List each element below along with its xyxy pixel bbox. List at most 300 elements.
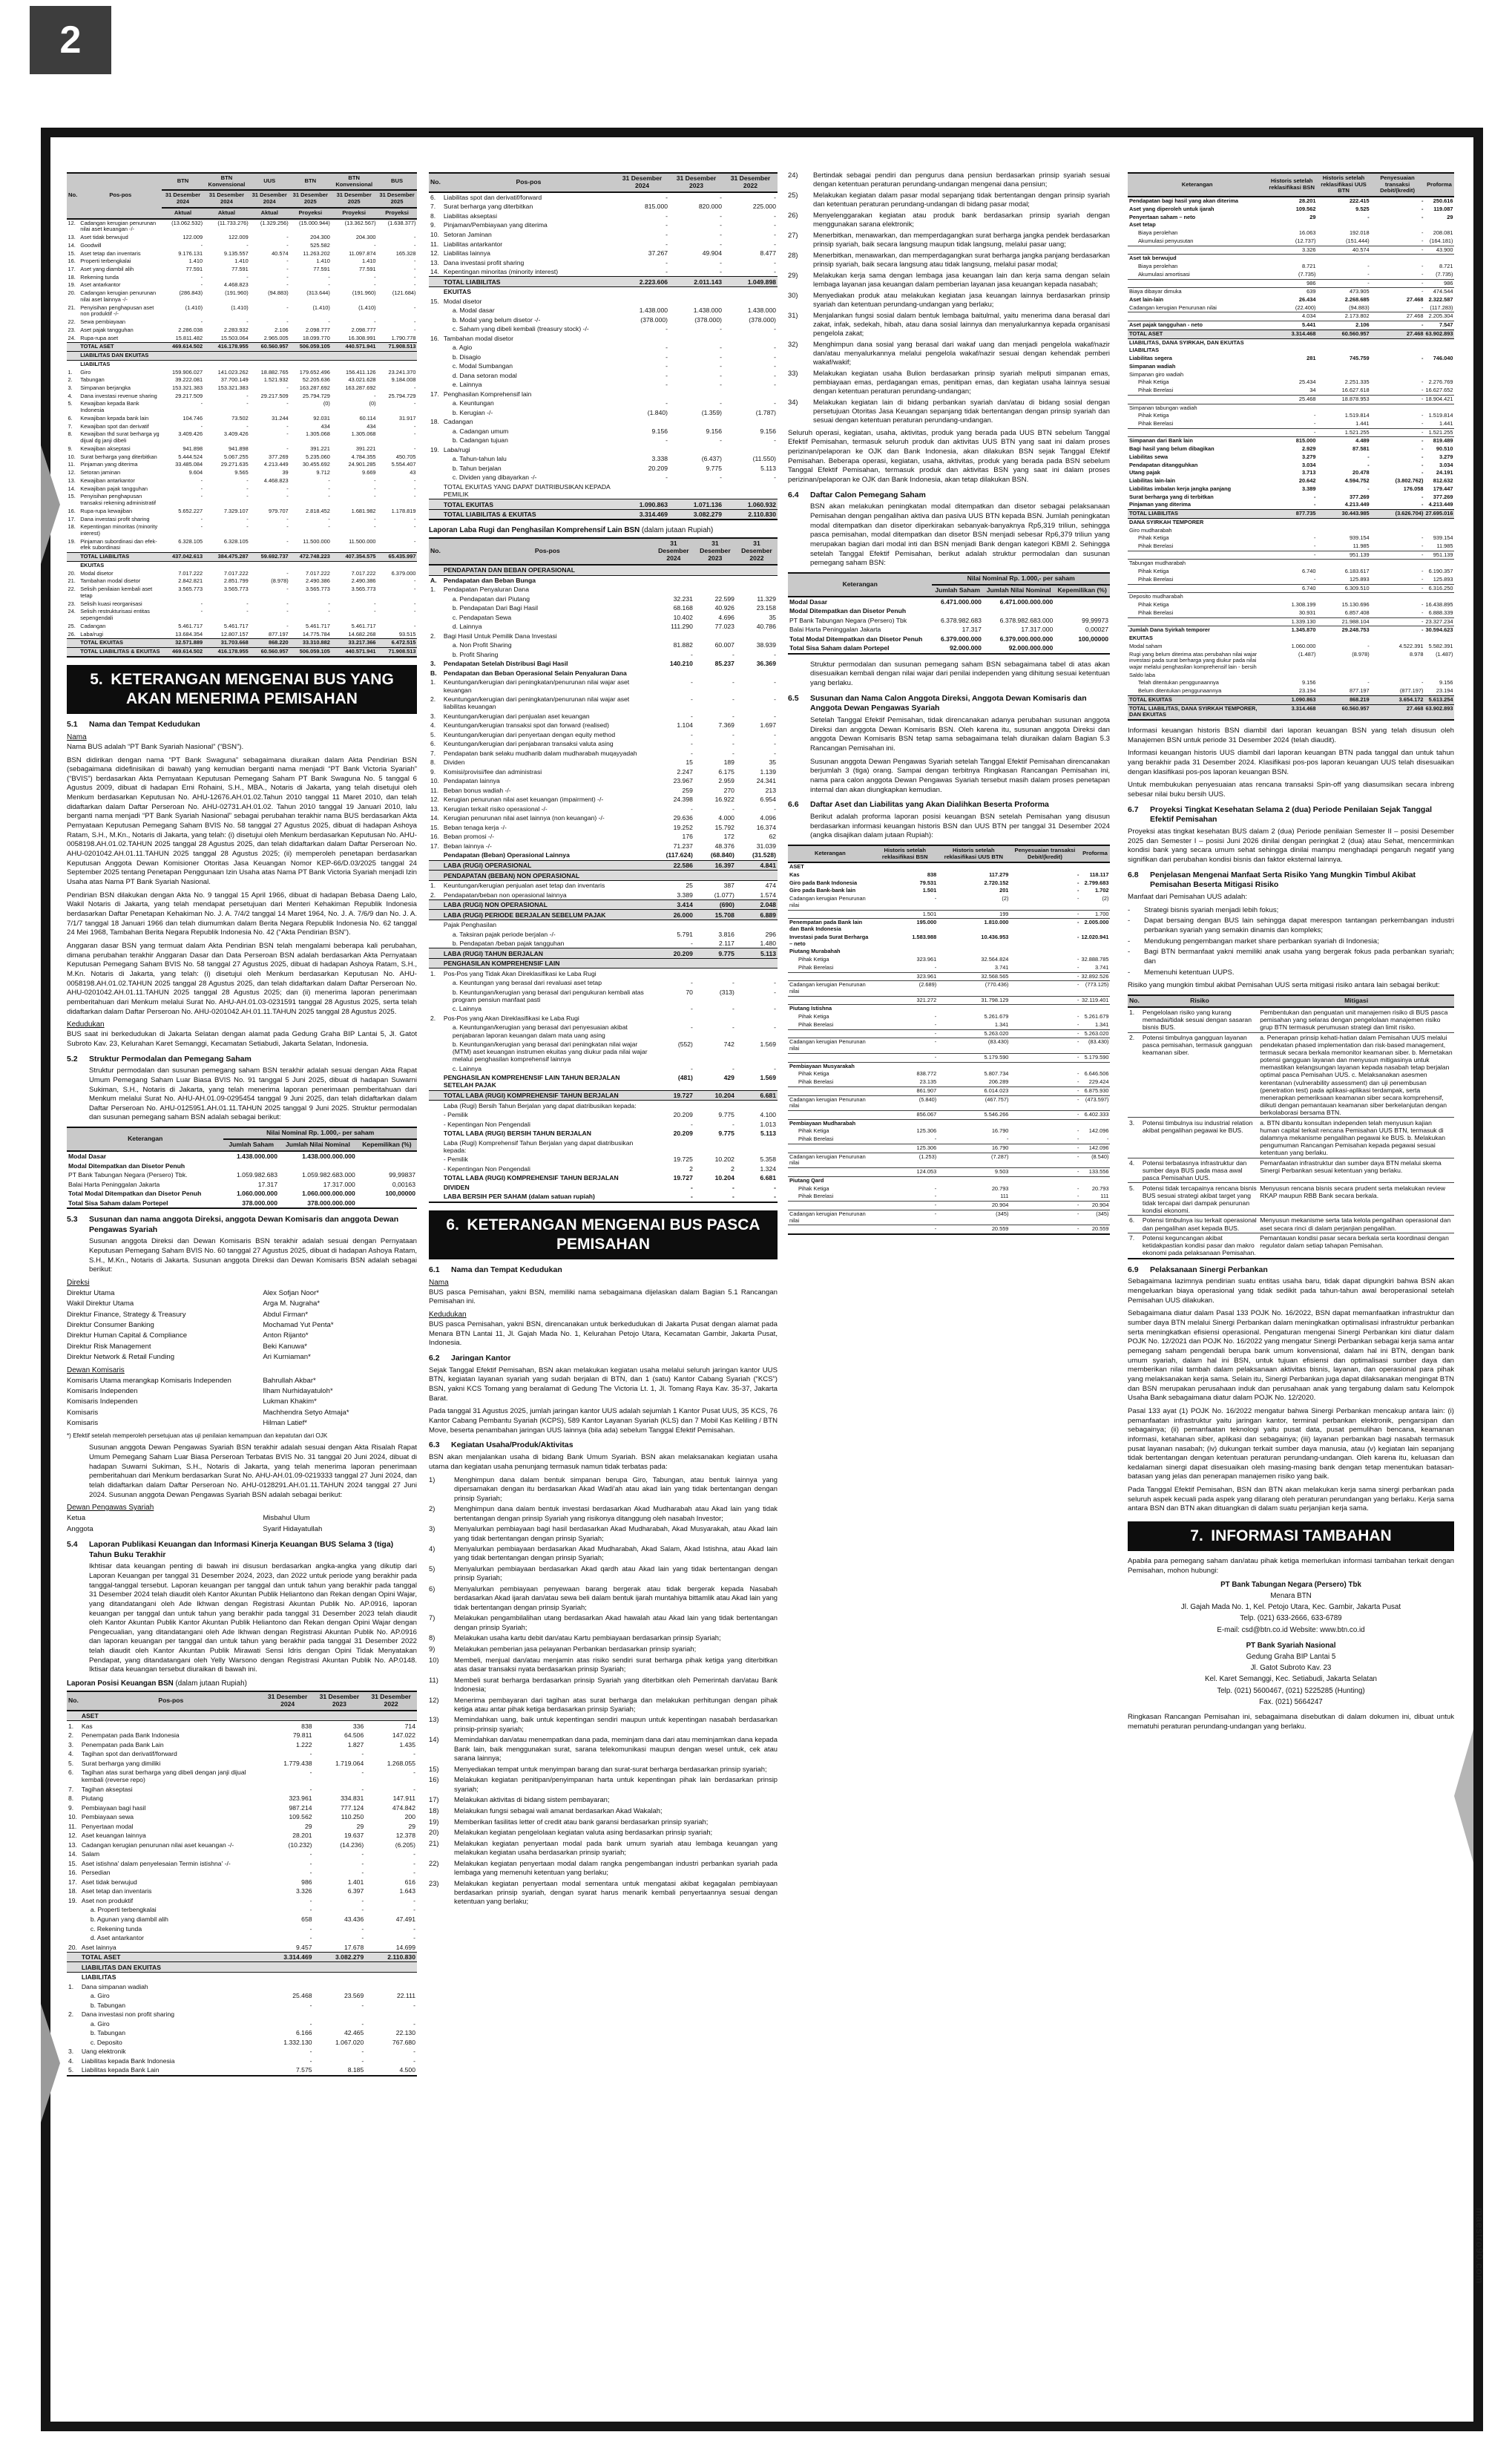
table-row <box>429 1155 778 1164</box>
cell-label <box>788 1144 872 1153</box>
cell-value: 6.309.510 <box>1317 584 1370 593</box>
cell-value: 60.007 <box>714 641 734 649</box>
cell-value: - <box>774 650 776 658</box>
item-text: Memindahkan dan/atau menempatkan dana pada, meminjam dana dari atau meminjamkan dana kepada Bank lain, baik menggunakan surat, sarana telekomunikasi maupun dengan wesel untuk, cek atau sarana lainnya; <box>454 1735 778 1762</box>
table-row <box>429 445 778 455</box>
table-row <box>67 376 417 384</box>
benefit-item <box>1128 937 1454 947</box>
cell-value: 6.379.000.000 <box>940 635 982 643</box>
cell-label: Tabungan mudharabah <box>1129 560 1186 567</box>
cell-no: 10. <box>430 777 439 785</box>
list-item <box>67 1386 417 1397</box>
cell-value <box>1424 255 1454 263</box>
cell-value: (378.000) <box>749 315 776 324</box>
cell-value: 391.221 <box>310 445 330 452</box>
cell-label: Properti terbengkalai <box>80 258 131 265</box>
cell-value <box>736 1014 778 1023</box>
cell-value: 20.209 <box>673 1111 693 1119</box>
risk-row <box>1128 1216 1454 1233</box>
cell-value: 1.410 <box>234 258 249 265</box>
cell-value: - <box>720 399 722 407</box>
cell-value <box>1317 404 1370 412</box>
cell-value: 2.106 <box>275 326 289 333</box>
cell-value: - <box>1370 543 1424 551</box>
table-row <box>429 721 778 730</box>
cell-value: - <box>414 304 416 311</box>
person-name: Alex Sofjan Noor* <box>263 1288 320 1297</box>
table-row <box>429 239 778 249</box>
cell-no <box>67 1915 80 1924</box>
cell-value: 14.682.268 <box>348 630 376 637</box>
list-item <box>67 1352 417 1363</box>
cell-value <box>653 1138 694 1155</box>
paragraph: Risiko yang mungkin timbul akibat Pemisahan UUS serta mitigasi risiko antara lain sebagai berikut: <box>1128 981 1440 990</box>
cell-value: 1.441 <box>1424 420 1454 428</box>
cell-value <box>249 561 289 569</box>
cell-value <box>314 1972 366 1982</box>
cell-value: 29.248.753 <box>1341 626 1370 634</box>
cell-value: 18.904.421 <box>1424 395 1454 404</box>
cell-value: - <box>286 608 289 615</box>
cell-value: - <box>309 1896 312 1904</box>
cell-value: 100,00000 <box>385 1190 415 1198</box>
cell-no: 12. <box>68 219 76 226</box>
table-row <box>67 242 417 250</box>
cell-label: PENDAPATAN (BEBAN) NON OPERASIONAL <box>442 871 653 881</box>
cell-value <box>365 1972 417 1982</box>
table-row <box>788 934 1110 948</box>
cell-value: 16.922 <box>714 796 734 804</box>
table-row <box>429 910 778 920</box>
paragraph: Struktur permodalan dan susunan pemegang saham BSN terakhir adalah sesuai dengan Akta Rapat Umum Pemegang Saham Luar Biasa BVIS No. 91 tanggal 5 Juni 2025, dibuat di hadapan Suwarni Sukiman, S.H., Notaris di Jakarta, yang telah menerima laporan penerimaan pemberitahuan dari Menkum melalui Surat No. AHU-AH.01.09-0295454 tanggal 9 Juni 2025, dan telah didaftarkan dalam Daftar Perseroan No. AHU-0125951.AH.01.11.TAHUN 2025 tanggal 9 Juni 2025. Struktur permodalan dan susunan pemegang saham BSN adalah sebagai berikut: <box>89 1066 417 1122</box>
col-sub: Jumlah Saham <box>223 1139 279 1151</box>
cell-no <box>429 464 442 473</box>
col-head: Historis setelah reklasifikasi UUS BTN <box>938 845 1010 862</box>
table-row <box>1128 462 1454 470</box>
cell-value: (313) <box>719 988 734 996</box>
cell-value: - <box>774 1005 776 1013</box>
cell-no: 15. <box>430 823 439 831</box>
table-row <box>67 623 417 631</box>
cell-value: - <box>414 523 416 531</box>
cell-label: Aset pajak tangguhan <box>80 326 134 333</box>
cell-value: - <box>732 749 734 757</box>
cell-value: 5.652.227 <box>178 507 203 514</box>
cell-label: Pihak Berelasi <box>1128 609 1266 617</box>
cell-value <box>694 565 736 575</box>
table-row <box>429 695 778 712</box>
financial-table <box>429 172 778 520</box>
cell-value <box>872 1062 938 1070</box>
table-row <box>788 1202 1110 1210</box>
col-head: Historis setelah reklasifikasi UUS BTN <box>1317 173 1370 197</box>
table-row <box>429 343 778 353</box>
table-row <box>1128 347 1454 355</box>
cell-value: 49.904 <box>702 249 722 258</box>
cell-value: - <box>1421 568 1424 575</box>
table-row <box>67 1878 417 1887</box>
cell-value: - <box>665 193 668 201</box>
item-text: Melakukan kegiatan penitipan/penyimpanan harta untuk kepentingan pihak lain berdasarkan prinsip syariah; <box>454 1775 778 1793</box>
cell-value: 3.326 <box>1266 246 1317 255</box>
cell-value: 7.017.222 <box>223 569 249 577</box>
list-item <box>788 191 1110 209</box>
cell-value: 1.521.255 <box>1424 428 1454 437</box>
cell-value: (7.735) <box>1424 271 1454 279</box>
cell-value: 434 <box>321 422 330 430</box>
cell-value: 17.678 <box>344 1943 364 1951</box>
table-title-note: (dalam jutaan Rupiah) <box>641 526 714 535</box>
item-text: Menerbitkan, menawarkan, dan memperdagangkan surat berharga jangka panjang berdasarkan prinsip syariah, baik secara langsung atau tidak langsung, melalui pasar modal; <box>813 250 1110 268</box>
item-number: 23) <box>429 1878 439 1887</box>
cell-no: 11. <box>430 786 439 794</box>
cell-value: 32.119.401 <box>1080 996 1110 1005</box>
cell-value: 9.156 <box>1439 679 1453 686</box>
cell-value: - <box>1266 551 1317 560</box>
cell-value: - <box>361 1924 364 1933</box>
item-number: 18) <box>429 1806 439 1815</box>
cell-no: 20. <box>68 289 76 297</box>
cell-label: a. Tahun-tahun lalu <box>452 455 507 463</box>
cell-label: a. Pendapatan dari Piutang <box>452 594 530 603</box>
cell-no <box>67 553 79 562</box>
cell-value: 9.775 <box>706 464 722 472</box>
cell-value: 416.178.955 <box>204 647 250 656</box>
section-title-text: Nama dan Tempat Kedudukan <box>89 720 200 730</box>
section-number: 5.4 <box>67 1539 78 1549</box>
cell-label: Pinjaman/Pembiayaan yang diterima <box>443 221 548 229</box>
cell-label: Keuntungan/kerugian dari peningkatan/penurunan nilai wajar aset keuangan <box>443 678 630 694</box>
table-row <box>67 523 417 537</box>
cell-value: - <box>286 537 289 545</box>
cell-value: - <box>732 979 734 987</box>
cell-label: Bagi Hasil Untuk Pemilik Dana Investasi <box>443 632 557 640</box>
cell-value: 122.009 <box>229 234 249 241</box>
cell-value: 93.515 <box>398 630 416 637</box>
cell-no <box>429 1129 442 1138</box>
table-row <box>429 1192 778 1202</box>
cell-value: 17.317 <box>962 626 982 634</box>
cell-label: Modal Dasar <box>789 597 828 606</box>
cell-value: 30.931 <box>1266 609 1317 617</box>
table-row <box>67 1841 417 1850</box>
cell-value: - <box>774 473 776 482</box>
cell-value: 377.269 <box>1349 493 1370 500</box>
cell-value: - <box>414 400 416 407</box>
role-label: Ketua <box>67 1514 86 1523</box>
cell-value: 434 <box>367 422 376 430</box>
cell-label: Kewajiban pajak tangguhan <box>80 485 148 492</box>
cell-no <box>429 482 442 499</box>
cell-value: 4.213.449 <box>263 461 289 468</box>
cell-value: - <box>200 515 203 522</box>
cell-value: 2.818.452 <box>305 507 330 514</box>
cell-value: - <box>1010 1168 1080 1177</box>
cell-value: 2.799.683 <box>1084 879 1109 886</box>
cell-value: 378.000.000 <box>242 1199 277 1207</box>
cell-value: 5.441 <box>1301 321 1316 329</box>
table-row <box>67 258 417 266</box>
cell-label: Cadangan <box>80 622 106 629</box>
cell-value: 6.397 <box>347 1887 364 1895</box>
cell-value: (13.362.567) <box>344 219 376 226</box>
cell-value: 951.139 <box>1424 551 1454 560</box>
cell-value: 6.316.250 <box>1424 584 1454 593</box>
cell-value: (7.287) <box>938 1153 1010 1167</box>
cell-value: 4.213.449 <box>1344 501 1370 508</box>
cell-value: 473.905 <box>1349 288 1370 295</box>
cell-value: 6.875.930 <box>1080 1086 1110 1095</box>
cell-value: 9.184.008 <box>391 376 416 384</box>
cell-value: - <box>200 485 203 492</box>
cell-value: - <box>413 1785 415 1793</box>
col-head: 31 Desember 2022 <box>723 173 778 192</box>
col-sub: Jumlah Nilai Nominal <box>279 1139 357 1151</box>
benefit-text: Mendukung pengembangan market share perbankan syariah di Indonesia; <box>1144 937 1379 945</box>
cell-label: Biaya perolehan <box>1138 263 1178 270</box>
cell-value: - <box>1010 1078 1080 1086</box>
table-row <box>429 669 778 678</box>
cell-value: - <box>361 1869 364 1877</box>
cell-value <box>694 920 736 929</box>
table-row <box>67 570 417 578</box>
cell-label: Modal disetor <box>80 569 114 577</box>
col-head: 31 Desember 2024 <box>653 538 694 565</box>
cell-label: Belum ditentukan penggunaannya <box>1138 687 1222 695</box>
cell-no: 7. <box>68 422 73 430</box>
cell-value: 71.237 <box>673 842 693 850</box>
cell-value: 2.490.386 <box>305 577 330 585</box>
cell-value: (1.840) <box>647 408 668 416</box>
cell-value: - <box>361 1906 364 1914</box>
cell-label: Aset tidak berwujud <box>81 1878 137 1886</box>
cell-label: Pihak Ketiga <box>1138 378 1169 386</box>
cell-value: - <box>1077 1070 1079 1078</box>
cell-label: Penyertaan modal <box>81 1822 134 1830</box>
cell-value: 1.438.000 <box>747 307 776 315</box>
cell-value: - <box>934 1013 937 1020</box>
cell-value: 19.727 <box>653 1090 694 1101</box>
cell-value <box>1424 363 1454 371</box>
cell-value: 1.090.863 <box>615 499 669 510</box>
cell-value <box>289 561 331 569</box>
cell-value: - <box>1421 213 1424 220</box>
cell-value: 986 <box>301 1878 312 1886</box>
cell-value: 2.251.335 <box>1344 378 1370 386</box>
cell-risk: Potensi terbatasnya infrastruktur dan sumber daya BUS pada masa awal pasca Pemisahan UUS. <box>1141 1158 1258 1183</box>
cell-value: 3.389 <box>677 891 693 899</box>
list-item <box>429 1818 778 1826</box>
cell-value <box>694 632 736 641</box>
cell-label: Aset lain-lain <box>1129 295 1163 303</box>
cell-label: Biaya dibayar dimuka <box>1129 288 1182 295</box>
cell-value: 3.279 <box>1439 453 1453 460</box>
cell-label: PT Bank Tabungan Negara (Persero) Tbk <box>789 616 907 624</box>
cell-no: 12. <box>430 796 439 804</box>
cell-no: 25. <box>68 622 76 629</box>
cell-no: 22. <box>68 586 76 593</box>
cell-no: 15. <box>430 297 439 305</box>
cell-mitigation: a. Penerapan prinsip kehati-hatian dalam Pemisahan UUS melalui pendekatan phased implementation dan risk-based management, termasuk secara berkala memonitor keamanan siber. b. Memetakan potensi gangguan layanan dan menyusun mitigasinya untuk memastikan kelangsungan layanan kepada nasabah tetap berjalan optimal pasca Pemisahan UUS. c. Melaksanakan asesmen kerentanan (vulnerability assessment) dan uji penembusan (penetration test) pada aplikasi-aplikasi terdampak, serta menerapkan pemeriksaan keamanan siber secara komprehensif, diikuti dengan pemantauan keamanan siber berkelanjutan dengan berkolaborasi bersama BTN. <box>1258 1032 1454 1118</box>
table-row <box>1128 501 1454 509</box>
person-name: Misbahul Ulum <box>263 1514 310 1523</box>
cell-value: - <box>1010 1135 1080 1144</box>
cell-value: 141.023.262 <box>217 368 249 376</box>
cell-no: 7. <box>68 1785 74 1793</box>
table-row <box>1128 237 1454 246</box>
table-row <box>788 625 1110 635</box>
cell-value: - <box>374 281 376 289</box>
cell-no <box>429 640 442 650</box>
item-text: Menyediakan produk atau melakukan kegiatan jasa keuangan lainnya berdasarkan prinsip syariah dan ketentuan perundang-undangan yang berlaku; <box>813 290 1110 308</box>
table-row <box>67 2047 417 2056</box>
table-row <box>67 647 417 656</box>
table-row <box>1128 543 1454 551</box>
table-row <box>67 1785 417 1794</box>
list-item <box>67 1376 417 1386</box>
table-row <box>1128 609 1454 617</box>
cell-label: Penyertaan saham – neto <box>1129 213 1196 220</box>
cell-no <box>429 436 442 445</box>
table-row <box>67 1189 417 1199</box>
cell-label <box>1128 617 1266 626</box>
cell-value <box>938 1005 1010 1013</box>
cell-value: 29 <box>408 1822 415 1830</box>
cell-label: TOTAL LIABILITAS, DANA SYIRKAH TEMPORER, DAN EKUITAS <box>1128 704 1266 720</box>
list-item <box>429 1735 778 1763</box>
cell-value: 9.156 <box>1301 679 1316 686</box>
cell-value <box>365 1962 417 1973</box>
paragraph: Susunan anggota Dewan Pengawas Syariah BSN terakhir adalah sesuai dengan Akta Risalah Rapat Umum Pemegang Saham Luar Biasa Perseroan Terbatas BVIS No. 31 tanggal 20 Juni 2024, dibuat di hadapan Suwarni Sukiman, S.H., Notaris di Jakarta, yang telah menerima laporan penerimaan pemberitahuan dari Menkum berdasarkan Surat No. AHU-AH.01.09-0219333 tanggal 27 Juni 2024, dan telah didaftarkan dalam Daftar Perseroan No. AHU-0128291.AH.01.11.TAHUN 2024 tanggal 27 Juni 2024. Susunan anggota Dewan Pengawas Syariah BSN adalah sebagai berikut: <box>89 1443 417 1499</box>
col-group: UUS <box>249 173 289 190</box>
cell-value: 99,99973 <box>1082 616 1108 624</box>
cell-value: - <box>200 241 203 249</box>
section-number: 6.1 <box>429 1265 440 1275</box>
table-row <box>788 879 1110 888</box>
cell-label: Dividen <box>443 758 465 767</box>
cell-value: - <box>1010 972 1080 981</box>
table-row <box>788 1029 1110 1038</box>
cell-label: Kas <box>789 871 800 878</box>
cell-value: 110.250 <box>341 1813 364 1821</box>
cell-value: 4.696 <box>718 613 734 621</box>
cell-value: - <box>872 1193 938 1201</box>
cell-value: 8.721 <box>1439 263 1453 270</box>
cell-label: Kewajiban thd surat berharga yg dijual dg janji dibeli <box>80 430 160 445</box>
cell-label: Surat berharga yang dimiliki <box>81 1759 161 1767</box>
cell-value: 986 <box>1424 279 1454 288</box>
cell-no <box>429 1073 442 1090</box>
cell-value: 377.269 <box>268 453 289 460</box>
cell-value: - <box>1370 271 1424 279</box>
table-row <box>1128 534 1454 543</box>
cell-value: 7.017.222 <box>178 569 203 577</box>
table-row <box>429 1101 778 1110</box>
section-heading <box>67 1215 417 1235</box>
cell-no <box>429 850 442 860</box>
cell-value: (1.410) <box>358 304 376 311</box>
cell-no: 20. <box>68 1943 77 1951</box>
table-row <box>429 880 778 890</box>
cell-label <box>1128 246 1266 255</box>
cell-value: 1.827 <box>347 1740 364 1748</box>
cell-value: - <box>691 979 693 987</box>
table-row <box>67 2038 417 2048</box>
cell-value: - <box>361 1785 364 1793</box>
table-row <box>1128 206 1454 214</box>
table-row <box>429 1119 778 1129</box>
table-row <box>788 1193 1110 1201</box>
cell-label: Kas <box>81 1722 93 1730</box>
cell-label: Giro mudharabah <box>1129 526 1172 534</box>
section-title-text: Laporan Publikasi Keuangan dan Informasi Kinerja Keuangan BUS Selama 3 (tiga) Tahun Buku Terakhir <box>89 1539 394 1559</box>
cell-value: 9.669 <box>362 469 376 476</box>
cell-value: - <box>774 221 776 229</box>
cell-value: - <box>414 326 416 333</box>
cell-value <box>249 360 289 368</box>
cell-value <box>736 575 778 585</box>
cell-no <box>429 399 442 408</box>
cell-value: - <box>665 240 668 248</box>
cell-value: - <box>1421 461 1424 468</box>
cell-no <box>429 324 442 334</box>
cell-no: 18. <box>68 1887 77 1895</box>
cell-value <box>1424 635 1454 643</box>
cell-label: Keuntungan/kerugian dari penjualan aset keuangan <box>443 712 590 720</box>
cell-value: 3.314.469 <box>262 1952 314 1962</box>
col-date: 31 Desember 2025 <box>331 190 377 207</box>
cell-value: - <box>774 1064 776 1072</box>
cell-value: 179.447 <box>1433 485 1453 492</box>
cell-risk: Potensi timbulnya isu industrial relation akibat pengalihan pegawai ke BUS. <box>1141 1118 1258 1158</box>
cell-mitigation: Pemanfaatan infrastruktur dan sumber daya BTN melalui skema Sinergi Perbankan sesuai ketentuan yang berlaku. <box>1258 1158 1454 1183</box>
col-group: BTN Konvensional <box>204 173 250 190</box>
cell-label: a. Giro <box>90 2019 110 2028</box>
table-title <box>429 526 778 534</box>
cell-value: 24.901.285 <box>348 461 376 468</box>
cell-value: - <box>246 523 249 531</box>
cell-value: 1.341 <box>1080 1021 1110 1029</box>
cell-value: - <box>200 400 203 407</box>
cell-value <box>314 1711 366 1721</box>
cell-value: - <box>309 1750 312 1758</box>
cell-value: - <box>200 493 203 500</box>
table-row <box>1128 378 1454 387</box>
cell-value: - <box>413 2001 415 2009</box>
section-heading <box>1128 871 1454 891</box>
cell-value: (8.978) <box>271 577 289 585</box>
cell-value: (2) <box>1080 895 1110 910</box>
cell-value: (1.487) <box>1436 650 1453 658</box>
cell-value <box>357 1151 417 1161</box>
cell-value: 60.114 <box>359 414 376 422</box>
table-row <box>429 1023 778 1040</box>
item-text: Melakukan usaha kartu debit dan/atau Kartu pembiayaan berdasarkan prinsip Syariah; <box>454 1633 721 1642</box>
table-row <box>67 327 417 335</box>
direksi-list <box>67 1288 417 1363</box>
cell-value: - <box>246 392 249 399</box>
cell-label: Kewajiban antarkantor <box>80 476 135 484</box>
cell-value: 10.436.953 <box>981 933 1009 940</box>
cell-value: - <box>1370 387 1424 395</box>
cell-value <box>669 445 723 455</box>
cell-value <box>1424 593 1454 601</box>
table-row <box>1128 445 1454 453</box>
paragraph: BSN akan menjalankan usaha di bidang Bank Umum Syariah. BSN akan melaksanakan kegiatan usaha utama dan kegiatan usaha penunjang termasuk namun tidak terbatas pada: <box>429 1452 778 1471</box>
table-row <box>67 1721 417 1731</box>
cell-value: - <box>1421 229 1424 237</box>
cell-value: 124.053 <box>872 1168 938 1177</box>
